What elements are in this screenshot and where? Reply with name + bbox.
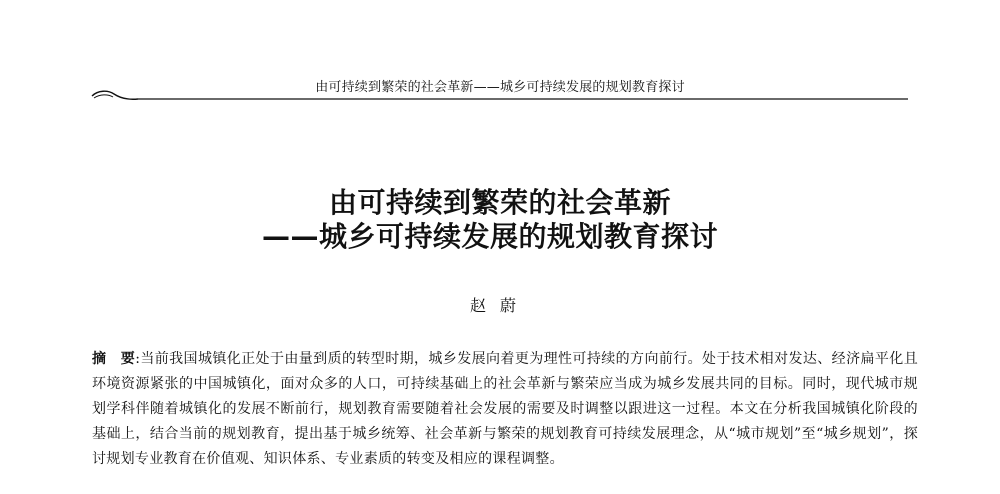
abstract-label: 摘 要 — [92, 351, 136, 367]
running-header-title: 由可持续到繁荣的社会革新——城乡可持续发展的规划教育探讨 — [315, 80, 685, 95]
title-block — [0, 186, 1000, 254]
running-header — [0, 72, 1000, 108]
author-name: 赵蔚 — [469, 296, 530, 315]
paper-subtitle: ——城乡可持续发展的规划教育探讨 — [261, 220, 718, 253]
paper-title: 由可持续到繁荣的社会革新 — [328, 186, 671, 219]
abstract-paragraph — [92, 347, 918, 472]
abstract-text: :当前我国城镇化正处于由量到质的转型时期，城乡发展向着更为理性可持续的方向前行。处于技术相对发达、经济扁平化且环境资源紧张的中国城镇化，面对众多的人口，可持续基础上的社会革新与繁荣应当成为城乡发展共同的目标。同时，现代城市规划学科伴随着城镇化的发展不断前行，规划教育需要随着社会发展的需要及时调整以跟进这一过程。本文在分析我国城镇化阶段的基础上，结合当前的规划教育，提出基于城乡统筹、社会革新与繁荣的规划教育可持续发展理念，从“城市规划”至“城乡规划”，探讨规划专业教育在价值观、知识体系、专业素质的转变及相应的课程调整。 — [92, 351, 918, 467]
